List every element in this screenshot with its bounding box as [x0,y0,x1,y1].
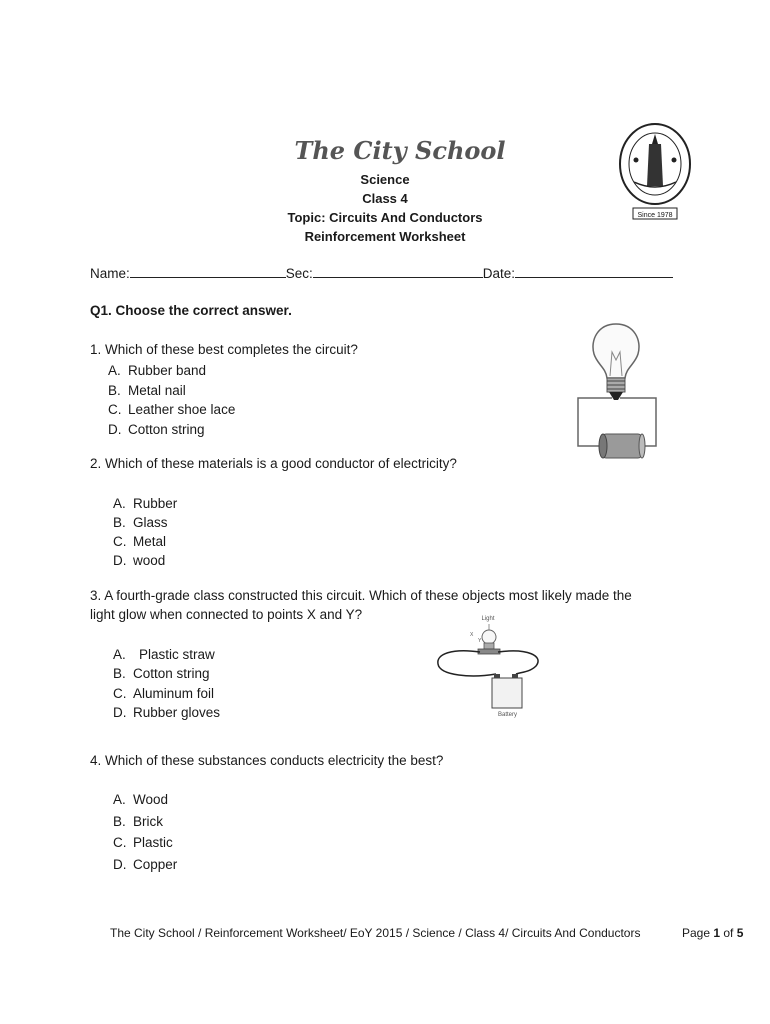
diagram-label-battery: Battery [498,712,518,718]
list-item: D. Rubber gloves [113,704,221,720]
list-item: C. Aluminum foil [113,685,215,701]
name-label: Name: [90,266,130,281]
list-item: D. Cotton string [108,421,205,437]
student-info-fields [90,265,673,281]
list-item: B. Cotton string [113,666,210,682]
date-label: Date: [482,266,516,281]
topic-title: Topic: Circuits And Conductors [287,210,483,225]
date-blank[interactable] [515,265,673,278]
question-1-options [108,361,235,439]
diagram-label-x: X [470,632,474,638]
question-2-options [113,494,177,570]
question-3-text-line-2: light glow when connected to points X and Y? [90,607,363,622]
question-3-text-line-1: 3. A fourth-grade class constructed this circuit. Which of these objects most likely made the [90,588,632,603]
list-item: B. Glass [113,515,168,530]
question-1-text: 1. Which of these best completes the circuit? [90,342,358,357]
list-item: D. Copper [113,856,178,872]
seal-caption: Since 1978 [637,212,673,219]
diagram-label-light: Light [481,616,495,622]
footer-text: The City School / Reinforcement Worksheet/ EoY 2015 / Science / Class 4/ Circuits And Conductors [110,926,641,940]
list-item: B. Metal nail [108,382,186,398]
question-4-text: 4. Which of these substances conducts electricity the best? [90,753,444,768]
list-item: A. Plastic straw [113,647,215,662]
school-logo-text: The City School [294,136,506,165]
sec-blank[interactable] [313,265,483,278]
class-title: Class 4 [362,191,408,206]
list-item: A. Rubber band [108,363,207,378]
list-item: A. Rubber [113,496,178,511]
list-item: C. Leather shoe lace [108,402,236,417]
name-blank[interactable] [130,265,286,278]
question-2-text: 2. Which of these materials is a good conductor of electricity? [90,456,457,471]
list-item: C. Metal [113,534,167,549]
sec-label: Sec: [285,266,313,281]
worksheet-title: Reinforcement Worksheet [304,229,466,244]
question-4-options [113,789,177,875]
list-item: C. Plastic [113,835,173,850]
list-item: B. Brick [113,813,163,829]
subject-title: Science [360,172,410,187]
circuit-battery-diagram [432,608,552,718]
list-item: A. Wood [113,792,169,807]
diagram-label-y: Y [478,638,482,644]
list-item: D. wood [113,553,166,568]
question-3-options [113,645,220,722]
circuit-bulb-diagram [570,318,662,464]
page-number: Page 1 of 5 [682,926,744,940]
section-title: Q1. Choose the correct answer. [90,303,292,318]
